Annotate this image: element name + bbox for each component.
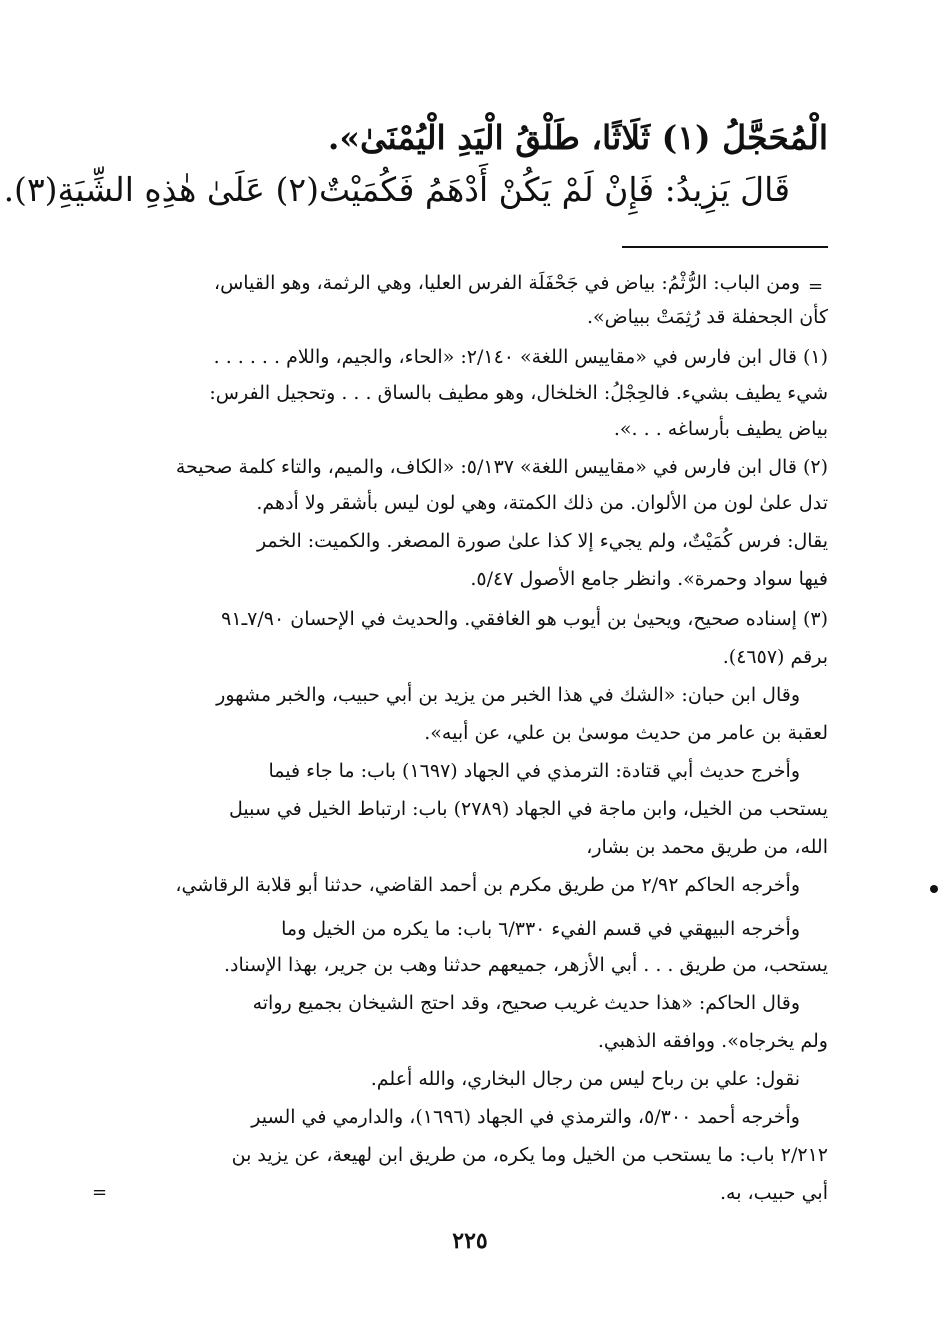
footnote-line: بياض يطيف بأرساغه . . .». xyxy=(613,418,828,440)
footnote-line: فيها سواد وحمرة». وانظر جامع الأصول ٥/٤٧. xyxy=(470,568,828,590)
footnote-line: تدل علىٰ لون من الألوان. من ذلك الكمتة، وهي لون ليس بأشقر ولا أدهم. xyxy=(256,492,828,514)
footnote-3-line: (٣) إسناده صحيح، ويحيىٰ بن أيوب هو الغافقي. والحديث في الإحسان ٧/٩٠ـ٩١ xyxy=(221,608,828,630)
footnote-line: وقال ابن حبان: «الشك في هذا الخبر من يزيد بن أبي حبيب، والخبر مشهور xyxy=(216,684,800,706)
footnote-divider xyxy=(622,246,828,248)
continuation-mark-top: = xyxy=(808,276,824,297)
continuation-mark-bottom: = xyxy=(92,1182,108,1203)
page-number: ٢٢٥ xyxy=(452,1228,488,1254)
footnote-line: وأخرجه الحاكم ٢/٩٢ من طريق مكرم بن أحمد القاضي، حدثنا أبو قلابة الرقاشي، xyxy=(175,874,800,896)
hadith-text-line-1: الْمُحَجَّلُ (١) ثَلَاثًا، طَلْقُ الْيَدِ الْيُمْنَىٰ». xyxy=(327,118,828,157)
footnote-line: شيء يطيف بشيء. فالحِجْلُ: الخلخال، وهو مطيف بالساق . . . وتحجيل الفرس: xyxy=(209,382,828,404)
footnote-line: وأخرج حديث أبي قتادة: الترمذي في الجهاد (١٦٩٧) باب: ما جاء فيما xyxy=(268,760,800,782)
footnote-2-line: (٢) قال ابن فارس في «مقاييس اللغة» ٥/١٣٧: «الكاف، والميم، والتاء كلمة صحيحة xyxy=(175,456,828,478)
margin-dot xyxy=(930,885,938,893)
footnote-line: كأن الجحفلة قد رُثِمَتْ ببياض». xyxy=(587,306,828,328)
footnote-line: ومن الباب: الرُّثْمُ: بياض في جَحْفَلَة الفرس العليا، وهي الرثمة، وهو القياس، xyxy=(213,272,800,294)
hadith-text-line-2: قَالَ يَزِيدُ: فَإِنْ لَمْ يَكُنْ أَدْهَمُ فَكُمَيْتٌ(٢) عَلَىٰ هٰذِهِ الشِّيَةِ(٣). xyxy=(3,170,790,209)
footnote-line: وقال الحاكم: «هذا حديث غريب صحيح، وقد احتج الشيخان بجميع رواته xyxy=(252,992,800,1014)
footnote-line: وأخرجه أحمد ٥/٣٠٠، والترمذي في الجهاد (١٦٩٦)، والدارمي في السير xyxy=(251,1106,800,1128)
footnote-line: برقم (٤٦٥٧). xyxy=(722,646,828,668)
footnote-line: يستحب، من طريق . . . أبي الأزهر، جميعهم حدثنا وهب بن جرير، بهذا الإسناد. xyxy=(223,954,828,976)
footnote-line: وأخرجه البيهقي في قسم الفيء ٦/٣٣٠ باب: ما يكره من الخيل وما xyxy=(281,918,800,940)
footnote-line: لعقبة بن عامر من حديث موسىٰ بن علي، عن أبيه». xyxy=(424,722,828,744)
footnote-line: الله، من طريق محمد بن بشار، xyxy=(586,836,828,858)
footnote-line: ٢/٢١٢ باب: ما يستحب من الخيل وما يكره، من طريق ابن لهيعة، عن يزيد بن xyxy=(231,1144,828,1166)
footnote-line: يقال: فرس كُمَيْتٌ، ولم يجيء إلا كذا علىٰ صورة المصغر. والكميت: الخمر xyxy=(256,530,828,552)
footnote-line: ولم يخرجاه». ووافقه الذهبي. xyxy=(597,1030,828,1052)
footnote-line: نقول: علي بن رباح ليس من رجال البخاري، والله أعلم. xyxy=(370,1068,800,1090)
footnote-line: يستحب من الخيل، وابن ماجة في الجهاد (٢٧٨٩) باب: ارتباط الخيل في سبيل xyxy=(229,798,828,820)
footnote-line: أبي حبيب، به. xyxy=(720,1182,828,1204)
footnote-1-line: (١) قال ابن فارس في «مقاييس اللغة» ٢/١٤٠: «الحاء، والجيم، واللام . . . . . . xyxy=(213,346,828,368)
